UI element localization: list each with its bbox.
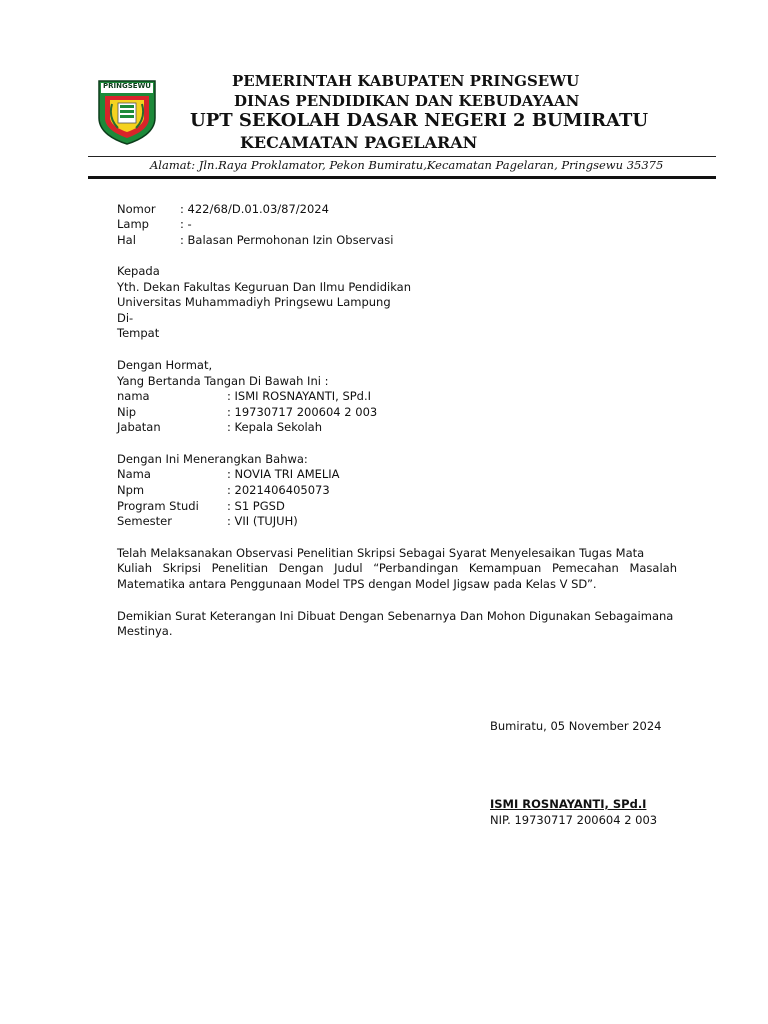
signer-position-value: : Kepala Sekolah <box>227 420 323 434</box>
paragraph-1-line-2: Kuliah Skripsi Penelitian Dengan Judul “Perbandingan Kemampuan Pemecahan Masalah <box>117 561 677 575</box>
student-intro: Dengan Ini Menerangkan Bahwa: <box>117 452 308 466</box>
header-divider-thick <box>88 176 716 179</box>
recipient-line-2: Yth. Dekan Fakultas Keguruan Dan Ilmu Pendidikan <box>117 280 412 294</box>
student-npm-label: Npm <box>117 483 145 497</box>
signer-name-value: : ISMI ROSNAYANTI, SPd.I <box>227 389 372 403</box>
signature-nip: NIP. 19730717 200604 2 003 <box>490 813 658 827</box>
letterhead-school: UPT SEKOLAH DASAR NEGERI 2 BUMIRATU <box>190 110 649 131</box>
student-program-label: Program Studi <box>117 499 199 513</box>
logo-text: PRINGSEWU <box>103 82 151 90</box>
paragraph-1-line-3: Matematika antara Penggunaan Model TPS dengan Model Jigsaw pada Kelas V SD”. <box>117 577 597 591</box>
place-date: Bumiratu, 05 November 2024 <box>490 719 662 733</box>
nomor-value: : 422/68/D.01.03/87/2024 <box>180 202 329 216</box>
paragraph-2-line-2: Mestinya. <box>117 624 173 638</box>
school-address: Alamat: Jln.Raya Proklamator, Pekon Bumiratu,Kecamatan Pagelaran, Pringsewu 35375 <box>150 158 664 172</box>
student-program-value: : S1 PGSD <box>227 499 285 513</box>
letterhead-district: KECAMATAN PAGELARAN <box>240 133 478 152</box>
student-name-value: : NOVIA TRI AMELIA <box>227 467 340 481</box>
letterhead-government: PEMERINTAH KABUPATEN PRINGSEWU <box>232 72 580 90</box>
signature-name: ISMI ROSNAYANTI, SPd.I <box>490 797 647 811</box>
recipient-line-1: Kepada <box>117 264 160 278</box>
paragraph-2-line-1: Demikian Surat Keterangan Ini Dibuat Dengan Sebenarnya Dan Mohon Digunakan Sebagaimana <box>117 609 674 623</box>
recipient-line-3: Universitas Muhammadiyh Pringsewu Lampung <box>117 295 391 309</box>
letterhead-department: DINAS PENDIDIKAN DAN KEBUDAYAAN <box>234 92 580 110</box>
recipient-line-4: Di- <box>117 311 134 325</box>
signer-nip-label: Nip <box>117 405 137 419</box>
lamp-label: Lamp <box>117 217 149 231</box>
student-semester-value: : VII (TUJUH) <box>227 514 298 528</box>
hal-label: Hal <box>117 233 136 247</box>
signer-name-label: nama <box>117 389 150 403</box>
signer-nip-value: : 19730717 200604 2 003 <box>227 405 378 419</box>
paragraph-1-line-1: Telah Melaksanakan Observasi Penelitian Skripsi Sebagai Syarat Menyelesaikan Tugas Mata <box>117 546 645 560</box>
hal-value: : Balasan Permohonan Izin Observasi <box>180 233 394 247</box>
student-semester-label: Semester <box>117 514 172 528</box>
student-npm-value: : 2021406405073 <box>227 483 330 497</box>
lamp-value: : - <box>180 217 192 231</box>
recipient-line-5: Tempat <box>117 326 160 340</box>
signer-position-label: Jabatan <box>117 420 161 434</box>
student-name-label: Nama <box>117 467 151 481</box>
signer-intro: Yang Bertanda Tangan Di Bawah Ini : <box>117 374 329 388</box>
header-divider-thin <box>88 156 716 157</box>
greeting: Dengan Hormat, <box>117 358 213 372</box>
nomor-label: Nomor <box>117 202 156 216</box>
